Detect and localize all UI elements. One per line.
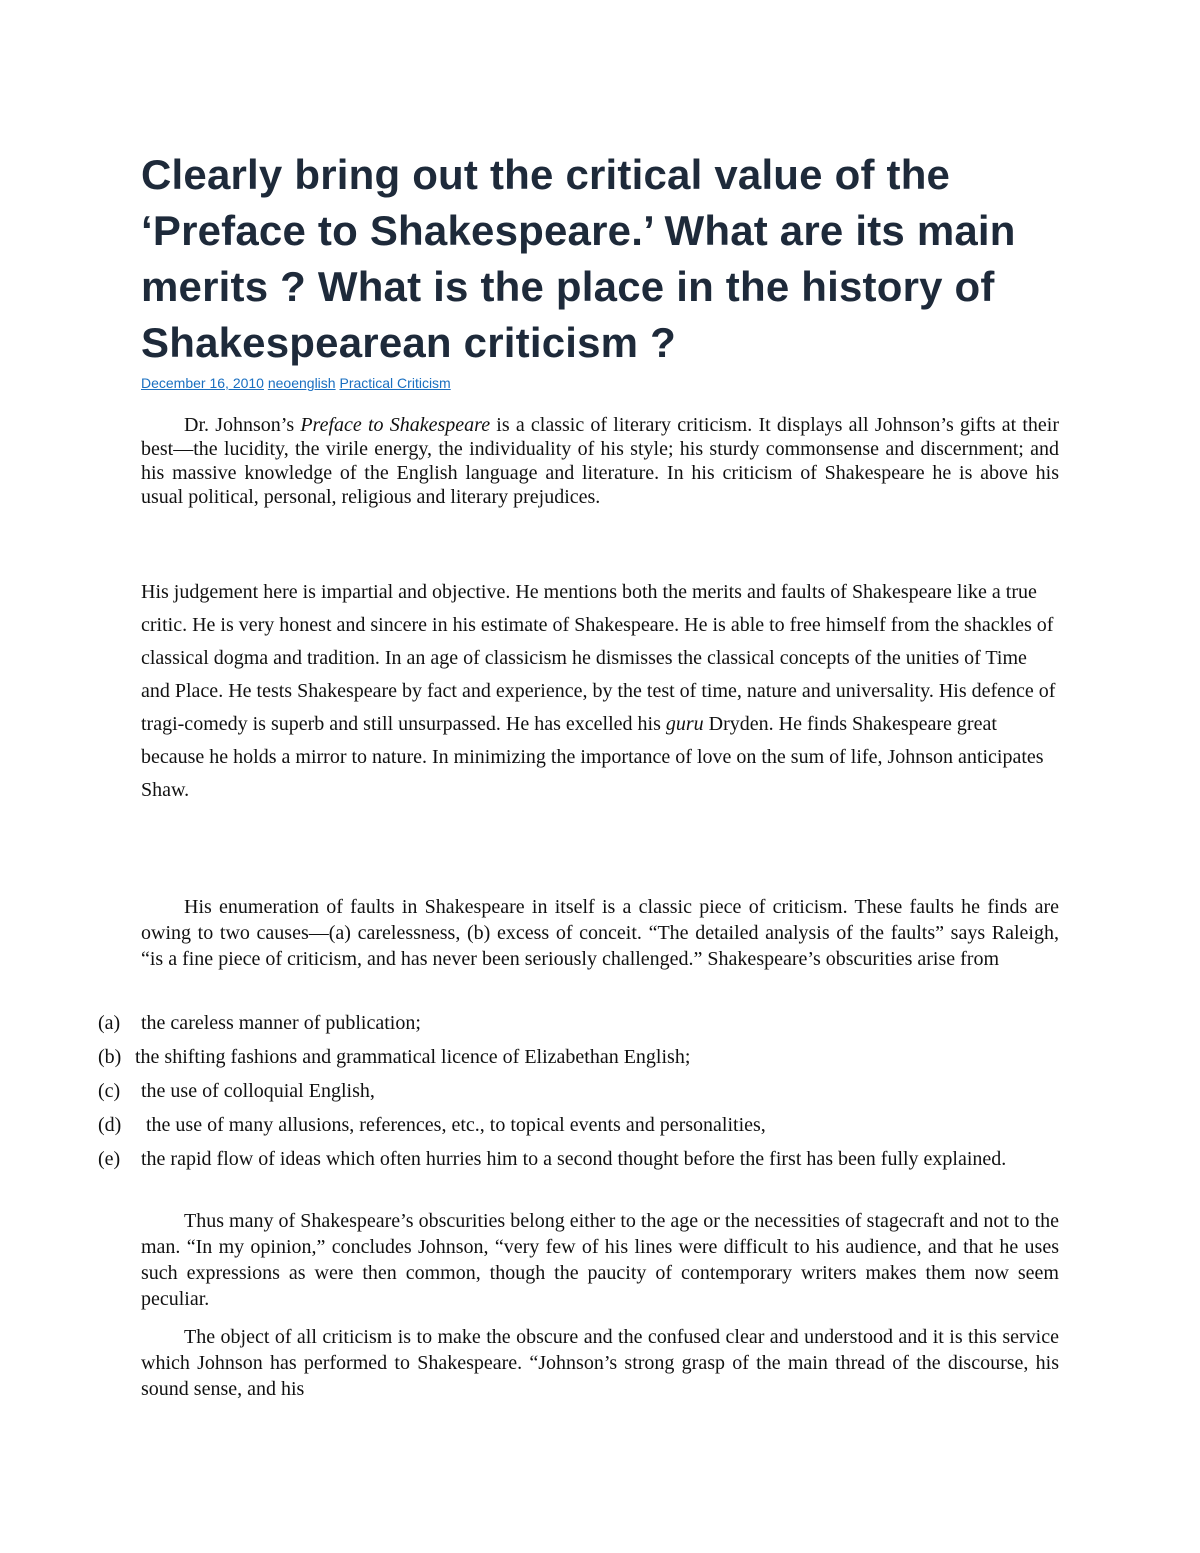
- guru-italic: guru: [665, 713, 704, 735]
- list-marker: (e): [98, 1148, 121, 1170]
- list-item-text: the careless manner of publication;: [141, 1012, 421, 1034]
- post-meta: [141, 374, 451, 392]
- book-title-italic: Preface to Shakespeare: [300, 414, 491, 436]
- list-marker: (d): [98, 1114, 122, 1136]
- paragraph-faults: His enumeration of faults in Shakespeare in itself is a classic piece of criticism. These faults he finds are owing to two causes—(a) carelessness, (b) excess of conceit. “The detailed analysis of the faults” says Raleigh, “is a fine piece of criticism, and has never been seriously challenged.” Shakespeare’s obscurities arise from: [141, 896, 1059, 970]
- list-item-text: the use of colloquial English,: [141, 1080, 375, 1102]
- list-item: [98, 1078, 1059, 1104]
- paragraph-intro: [141, 413, 1059, 509]
- list-marker: (a): [98, 1012, 121, 1034]
- article-title: Clearly bring out the critical value of the ‘Preface to Shakespeare.’ What are its main merits ? What is the place in the history of Shakespearean criticism ?: [141, 151, 1016, 366]
- obscurities-list: [98, 1010, 1059, 1180]
- paragraph-object-of-criticism: The object of all criticism is to make the obscure and the confused clear and understood and it is this service which Johnson has performed to Shakespeare. “Johnson’s strong grasp of the main thread of the discourse, his sound sense, and his: [141, 1326, 1059, 1400]
- list-item-text: the shifting fashions and grammatical licence of Elizabethan English;: [135, 1046, 691, 1068]
- list-item: [98, 1112, 1059, 1138]
- paragraph-intro-text-c: is a classic of literary criticism. It displays all Johnson’s gifts at their best—the lucidity, the virile energy, the individuality of his style; his sturdy commonsense and discernment; and his massive knowledge of the English language and literature. In his criticism of Shakespeare he is above his usual political, personal, religious and literary prejudices.: [141, 414, 1059, 508]
- list-item: [98, 1010, 1059, 1036]
- list-item-text: the rapid flow of ideas which often hurries him to a second thought before the first has been fully explained.: [141, 1148, 1007, 1170]
- list-item: [98, 1146, 1059, 1172]
- paragraph-intro-text-a: Dr. Johnson’s: [184, 414, 301, 436]
- post-category-link[interactable]: Practical Criticism: [339, 375, 451, 391]
- post-date-link[interactable]: December 16, 2010: [141, 375, 264, 391]
- paragraph-judgement: [141, 576, 1059, 807]
- list-item-text: the use of many allusions, references, etc., to topical events and personalities,: [146, 1114, 766, 1136]
- list-item: [98, 1044, 1059, 1070]
- list-marker: (b): [98, 1046, 122, 1068]
- post-author-link[interactable]: neoenglish: [267, 375, 336, 391]
- list-marker: (c): [98, 1080, 121, 1102]
- paragraph-obscurities: Thus many of Shakespeare’s obscurities belong either to the age or the necessities of stagecraft and not to the man. “In my opinion,” concludes Johnson, “very few of his lines were difficult to his audience, and that he uses such expressions as were then common, though the paucity of contemporary writers makes them now seem peculiar.: [141, 1210, 1059, 1310]
- paragraph-judgement-text-c: Dryden. He finds Shakespeare great because he holds a mirror to nature. In minimizing the importance of love on the sum of life, Johnson anticipates Shaw.: [141, 713, 1044, 801]
- paragraph-judgement-text-a: His judgement here is impartial and objective. He mentions both the merits and faults of Shakespeare like a true critic. He is very honest and sincere in his estimate of Shakespeare. He is able to free himself from the shackles of classical dogma and tradition. In an age of classicism he dismisses the classical concepts of the unities of Time and Place. He tests Shakespeare by fact and experience, by the test of time, nature and universality. His defence of tragi-comedy is superb and still unsurpassed. He has excelled his: [141, 581, 1056, 735]
